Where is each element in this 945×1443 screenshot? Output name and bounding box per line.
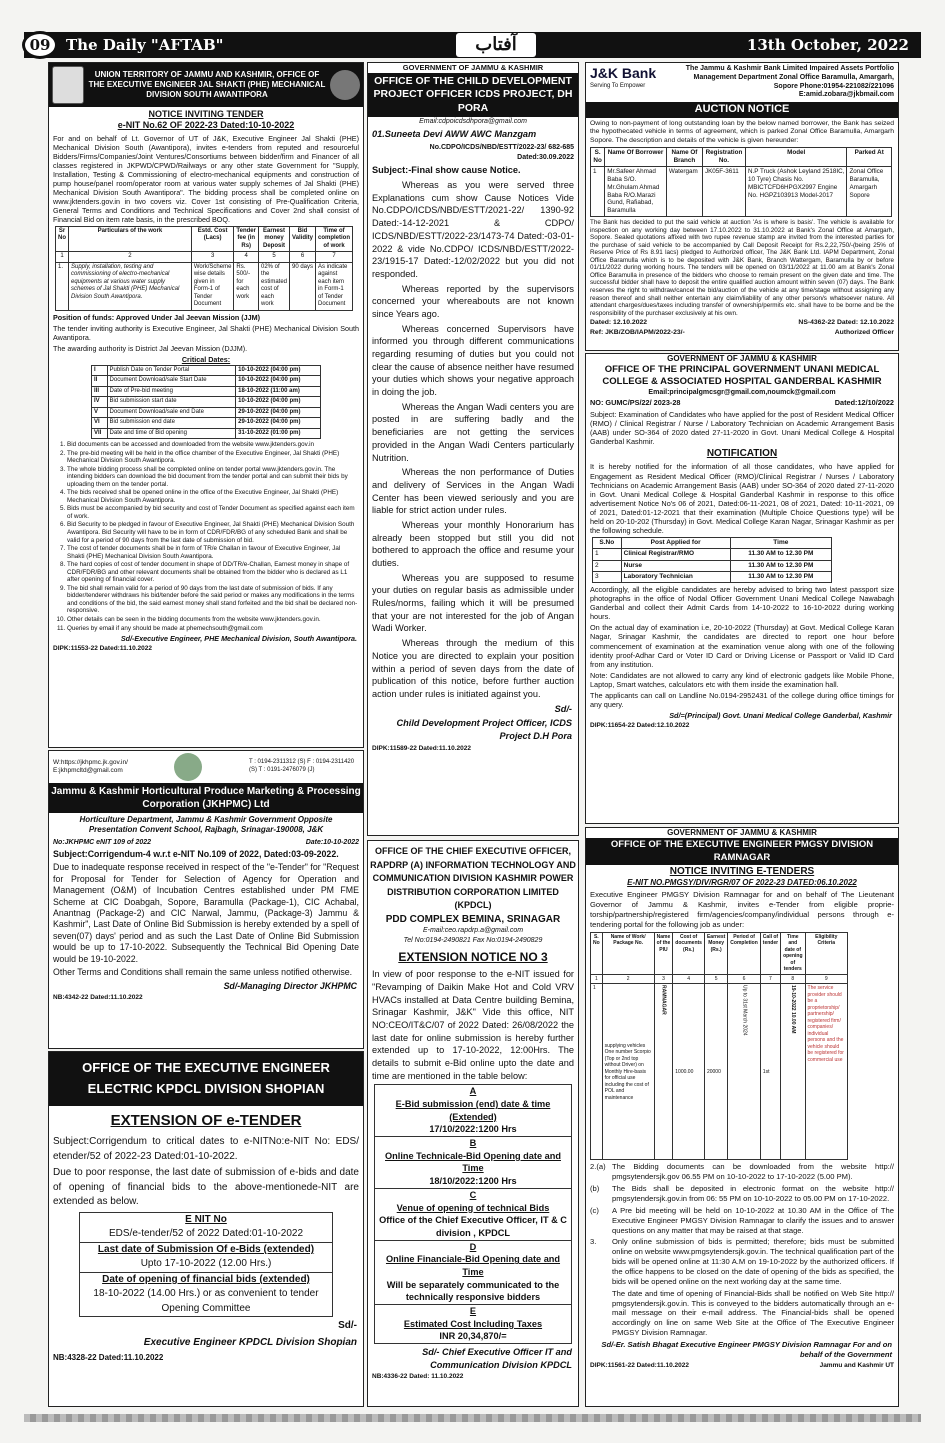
icds-number: No.CDPO/ICDS/NBD/ESTT/2022-23/ 682-685 Dated:30.09.2022	[429, 144, 574, 161]
rapdrp-row-value: 17/10/2022:1200 Hrs	[429, 1124, 517, 1135]
pmgsy-table-header: Name of the PIU	[654, 932, 673, 974]
pmgsy-table-number: 7	[760, 974, 780, 984]
jk-bank-header: The Jammu & Kashmir Bank Limited Impaired Assets Portfolio Management Department Zonal Office Baramulla, Amargarh, Sopore Phone:01954-221082/221096 E:amid.zobara@jkbmail.com	[685, 65, 894, 99]
pmgsy-clause-no	[590, 1289, 612, 1338]
pmgsy-table-header: Time and date of opening of tenders	[781, 932, 805, 974]
newspaper-logo: آفتاب	[456, 33, 536, 57]
phe-title: NOTICE INVITING TENDER	[148, 109, 264, 119]
rapdrp-row-label: Venue of opening of technical Bids	[396, 1202, 550, 1213]
rapdrp-email: E-mail:ceo.rapdrp.a@gmail.com	[422, 927, 524, 935]
icds-notice-ad	[367, 62, 579, 836]
schedule-header: S.No	[593, 538, 622, 549]
pmgsy-table-header: S. No	[591, 932, 603, 974]
schedule-row	[593, 560, 832, 571]
jkhpmc-dated: Date:10-10-2022	[305, 838, 359, 846]
schedule-post: Clinical Registrar/RMO	[621, 549, 730, 560]
phe-table-header: Earnest money Deposit	[258, 226, 289, 252]
phe-table-cell: As indicate against each item in Form-1 of Tender Document	[316, 262, 353, 310]
rapdrp-row-letter: C	[375, 1188, 571, 1202]
rapdrp-row-label: Online Financiale-Bid Opening date and Time	[385, 1254, 561, 1277]
critical-date-item: Document Download/sale end Date	[107, 407, 236, 418]
critical-date-value: 18-10-2022 (11:00 am)	[236, 386, 321, 397]
pmgsy-table-cell: 19-10-2022 10.00 AM	[781, 984, 805, 1160]
rapdrp-address: PDD COMPLEX BEMINA, SRINAGAR	[385, 913, 561, 925]
pmgsy-table-cell: 1st	[760, 984, 780, 1160]
icds-paragraph: Whereas your monthly Honorarium has already been stopped but still you did not bothered to approach the office and resume your duties.	[372, 519, 574, 568]
pmgsy-table-number: 2	[602, 974, 654, 984]
unani-note: Note: Candidates are not allowed to carry any kind of electronic gadgets like Mobile Phone, Laptop, Smart watches, calculators etc with them inside the examination hall.	[590, 670, 894, 689]
critical-date-no: VII	[92, 428, 108, 439]
icds-paragraphs	[368, 179, 578, 701]
jk-bank-dated: Dated: 12.10.2022	[590, 319, 648, 327]
bank-table-cell: N.P Truck (Ashok Leyland 2518IC, 10 Tyre) Chasis No. MBICTCFD6HPGX2997 Engine No. HGPZ103913 Model-2017	[745, 166, 846, 216]
pmgsy-work-table	[590, 932, 848, 1161]
pmgsy-clause-text: A Pre bid meeting will be held on 10-10-2022 at 10.30 AM in the Office of The Executive Engineer PMGSY Division Ramnagar to clarify the issues and to answer questions on any matter that may be raised at that stage.	[612, 1205, 894, 1235]
unani-notification: NOTIFICATION	[706, 447, 778, 459]
phe-authority-1: The tender inviting authority is Executive Engineer, Jal Shakti (PHE) Mechanical Division South Awantipora.	[53, 323, 359, 342]
pmgsy-clause	[590, 1289, 894, 1338]
rapdrp-table	[374, 1084, 572, 1344]
pmgsy-ref: DIPK:11561-22 Dated:11.10.2022	[590, 1361, 690, 1369]
icds-paragraph: Whereas as you were served three Explanations cum show Cause Notices Vide No.CDPO/ICDS/NBD/ESTT/2021-22/ 1390-92 Dated:-14-12-2021 & CDPO/ ICDS/NBD/ESTT/2022-23/1473-74 Dated:-03-01-2022 & vide No.CDPO/ ICDS/NBD/ESTT/2022-23/1915-17 Dated:-12/02/2022 but you did not responded.	[372, 180, 574, 279]
unani-number: NO: GUMC/PS/22/ 2023-28	[590, 398, 681, 408]
bank-table-cell: 1	[591, 166, 605, 216]
pmgsy-clause	[590, 1237, 894, 1286]
rapdrp-row-value: INR 20,34,870/=	[439, 1331, 507, 1342]
phe-body: For and on behalf of Lt. Governor of UT of J&K, Executive Engineer Jal Shakti (PHE) Mechanical Division South (Awantipora), invites e-tenders from reputed and resourceful Bidders/Firms/Companies/Joint Ventures/Consortiums between bidder/firm and Financer of all classes registered in JKPWD/CPWD/Railways or any other state Government for "Supply, Installation, Testing & Commissioning of electro-mechanical equipments and construction of pump house/panel room/operator room at various water supply schemes of Jal Shakti (PHE) Mechanical Division South Awantipora". The bidding process shall be completed online on www.jktenders.gov.in in two covers viz. Cover 1st consisting of Pre-Qualification Criteria, General Terms and Conditions and Technical Specifications and Cover 2nd shall consist of Financial Bid on item rate basis, in the prescribed BOQ.	[53, 133, 359, 224]
schedule-no: 1	[593, 549, 622, 560]
bank-table-header: Model	[745, 148, 846, 167]
pmgsy-title: OFFICE OF THE EXECUTIVE ENGINEER PMGSY DIVISION RAMNAGAR	[586, 838, 898, 865]
rapdrp-ad	[367, 840, 579, 1407]
rapdrp-heading: EXTENSION NOTICE NO 3	[398, 949, 548, 964]
phe-condition: 10. Other details can be seen in the bidding documents from the website www.jktenders.gov.in.	[67, 616, 359, 624]
icds-email: Email:cdpoicdsdhpora@gmail.com	[419, 117, 527, 125]
phe-condition: 7. The cost of tender documents shall be in form of TR/e Challan in favour of Executive Engineer, Jal Shakti (PHE) Mechanical Division South Awantipora.	[67, 545, 359, 560]
phe-conditions	[67, 441, 359, 632]
icds-paragraph: Whereas the non performance of Duties and delivery of Services in the Angan Wadi Center has been viewed seriously and you are liable for strict action under rules.	[372, 467, 574, 516]
rapdrp-row-label: Online Technicale-Bid Opening date and Time	[385, 1150, 561, 1174]
extension-label: E NIT No	[185, 1213, 227, 1225]
pmgsy-table-number: 6	[728, 974, 761, 984]
phe-condition: 5. Bids must be accompanied by bid security and cost of Tender Document as specified against each item of work.	[67, 505, 359, 520]
pmgsy-enit: E-NIT NO.PMGSY/DIV/RGR/07 OF 2022-23 DATED:06.10.2022	[627, 878, 857, 888]
pmgsy-table-header: Call of tender	[760, 932, 780, 974]
pmgsy-clause-no: (c)	[590, 1205, 599, 1215]
critical-date-value: 29-10-2022 (04:00 pm)	[236, 407, 321, 418]
phe-condition: 6. Bid Security to be pledged in favour of Executive Engineer, Jal Shakti (PHE) Mechanical Division South Awantipora. Bid Security will have to be in form of CDR/FDR/BG of any scheduled Bank and shall be valid for a period of 90 days from the last date of submission of bid.	[67, 521, 359, 544]
phe-condition: 11. Queries by email if any should be made at phemechsouth@gmail.com	[67, 625, 359, 633]
critical-date-item: Bid submission start date	[107, 397, 236, 408]
jk-bank-signature: Authorized Officer	[834, 328, 894, 336]
pmgsy-table-header: Name of Work/ Package No.	[602, 932, 654, 974]
jkhpmc-ad	[48, 750, 364, 1049]
pmgsy-clause-text: The Bids shall be deposited in electronic format on the website http:// pmgsytendersjk.gov.in from 06: 55 PM on 10-10-2022 to 05.00 PM on 17-10-2022.	[612, 1184, 894, 1203]
phe-work-table	[55, 226, 353, 311]
newspaper-name: The Daily "AFTAB"	[66, 36, 224, 54]
pmgsy-govt: Jammu and Kashmir UT	[819, 1361, 894, 1369]
critical-date-no: III	[92, 386, 108, 397]
phe-table-cell: 90 days	[290, 262, 316, 310]
pmgsy-clause-text: The date and time of opening of Financial-Bids shall be notified on Web Site http:// pmgsytendersjk.gov.in. This is conveyed to the bidders automatically through an e-mail message on their e-mail address. The Financial-bids shall be opened accordingly on line on same Web Site at the Office of The Executive Engineer PMGSY Division Ramnagar.	[612, 1288, 894, 1338]
critical-date-no: VI	[92, 418, 108, 429]
phe-table-number: 4	[234, 252, 259, 263]
pmgsy-clause-no: 3.	[590, 1237, 597, 1247]
bank-table-cell: Watergam	[666, 166, 702, 216]
icds-addressee: 01.Suneeta Devi AWW AWC Manzgam	[372, 129, 537, 140]
schedule-row	[593, 571, 832, 582]
rapdrp-row-letter: A	[469, 1086, 477, 1097]
unani-subject: Subject: Examination of Candidates who have applied for the post of Resident Medical Officer (RMO) / Clinical Registrar / Nurse / Laboratory Technician on Academic Arrangement Basis (AAB) under SO-364 of 2020 dated 27-11-2020 in Govt. Unani Medical College & Hospital Ganderbal Kashmir.	[590, 409, 894, 446]
icds-paragraph: Whereas through the medium of this Notice you are directed to explain your position within a period of seven days from the date of publication of this notice, before further auction action under rules is initiated against you.	[372, 638, 574, 699]
phe-table-cell: Rs. 500/- for each work	[234, 262, 259, 310]
phe-enit: e-NIT No.62 OF 2022-23 Dated:10-10-2022	[117, 120, 295, 131]
phe-header: UNION TERRITORY OF JAMMU AND KASHMIR, OFFICE OF THE EXECUTIVE ENGINEER JAL SHAKTI (PHE) MECHANICAL DIVISION SOUTH AWANTIPORA	[88, 70, 326, 99]
pmgsy-table-cell: 1	[591, 984, 603, 1160]
unani-signature: Sd/=(Principal) Govt. Unani Medical College Ganderbal, Kashmir	[669, 711, 892, 721]
schedule-time: 11.30 AM to 12.30 PM	[730, 571, 831, 582]
issue-date: 13th October, 2022	[746, 36, 909, 54]
extension-value: Upto 17-10-2022 (12.00 Hrs.)	[140, 1258, 272, 1270]
kpdcl-shopian-ref: NB:4328-22 Dated:11.10.2022	[53, 1353, 164, 1363]
rapdrp-title: OFFICE OF THE CHIEF EXECUTIVE OFFICER, RAPDRP (A) INFORMATION TECHNOLOGY AND COMMUNICATION DIVISION KASHMIR POWER DISTRIBUTION CORPORATION LIMITED (KPDCL)	[370, 846, 576, 910]
pmgsy-clauses	[586, 1162, 898, 1338]
pmgsy-table-header: Eligibility Criteria	[805, 932, 847, 974]
jkhpmc-subject: Subject:Corrigendum-4 w.r.t e-NIT No.109 of 2022, Dated:03-09-2022.	[53, 848, 339, 859]
phe-condition: 1. Bid documents can be accessed and downloaded from the website www.jktenders.gov.in	[67, 441, 359, 449]
phe-signature: Sd/-Executive Engineer, PHE Mechanical Division, South Awantipora.	[120, 634, 357, 644]
pmgsy-table-number: 4	[673, 974, 705, 984]
unani-schedule-table	[592, 537, 832, 583]
unani-dated: Dated:12/10/2022	[834, 398, 894, 408]
unani-header: GOVERNMENT OF JAMMU & KASHMIR	[667, 354, 817, 363]
critical-date-row	[92, 418, 321, 429]
jkhpmc-web: W:https://jkhpmc.jk.gov.in/	[53, 758, 128, 766]
icds-header: GOVERNMENT OF JAMMU & KASHMIR	[402, 63, 544, 72]
extension-value: 18-10-2022 (14.00 Hrs.) or as convenient to tender Opening Committee	[93, 1288, 319, 1314]
bank-table-cell: Mr.Safeer Ahmad Baba S/O. Mr.Ghulam Ahmad Baba R/O.Marazi Gund, Rafiabad, Baramulla	[605, 166, 667, 216]
unani-ref: DIPK:11654-22 Dated:12.10.2022	[590, 722, 690, 730]
pmgsy-clause-text: Only online submission of bids is permitted; therefore; bids must be submitted online on website www.pmgsytendersjk.gov.in. The technical qualification part of the bids will be opened online at 11:30 A.M on 19-10-2022 by the authorized officers. If the office happens to be closed on the date of opening of the bids as specified, the bids will be opened online on the next working day at the same time.	[612, 1237, 894, 1286]
jkhpmc-telephone: T : 0194-2311312 (S) F : 0194-2311420 (S) T : 0191-2476079 (J)	[249, 759, 355, 773]
rapdrp-row-letter: D	[375, 1240, 571, 1254]
icds-paragraph: Whereas you are supposed to resume your duties on regular basis as admissible under Rules/norms, failing which it will be presumed that your are not interested for the job of Angan Wadi Worker.	[372, 572, 574, 634]
pmgsy-table-cell: RAMNAGAR	[654, 984, 673, 1160]
icds-sd: Sd/-	[554, 703, 572, 714]
pmgsy-heading: NOTICE INVITING E-TENDERS	[669, 866, 815, 878]
pmgsy-table-cell: 20000	[704, 984, 727, 1160]
critical-date-item: Document Download/sale Start Date	[107, 376, 236, 387]
pmgsy-table-cell: 1000.00	[673, 984, 705, 1160]
icds-paragraph: Whereas reported by the supervisors concerned your whereabouts are not known since Years ago.	[372, 283, 574, 319]
phe-condition: 8. The hard copies of cost of tender document in shape of DD/TR/e-Challan, Earnest money in shape of CDR/FDR/BG and other relevant documents shall be obtained from the bidder who is declared as L1 after opening of financial cover.	[67, 561, 359, 584]
jkhpmc-ref: NB:4342-22 Dated:11.10.2022	[53, 993, 143, 1001]
kpdcl-shopian-subject: Subject:Corrigendum to critical dates to e-NITNo:e-NIT No: EDS/ etender/52 of 2022-23 Dated:01-10-2022.	[53, 1136, 359, 1162]
critical-date-row	[92, 428, 321, 439]
icds-signature: Child Development Project Officer, ICDS Project D.H Pora	[396, 718, 572, 741]
pmgsy-clause-no: (b)	[590, 1184, 600, 1194]
unani-para-1: It is hereby notified for the information of all those candidates, who have applied for Engagement as Resident Medical Officer (RMO)/Clinical Registrar / Nurses / Laboratory Technicians on Academic Arrangement Basis (AAB) under SO-364 of 2020 dated 27-11-2020 in Govt. Unani Medical College & Hospital Ganderbal Kashmir in response to this office advertisement Notice No's 06 of 2021, Dated:06-11-2021, 08 of 2021, Dated: 10-11-2021, 09 of 2021, Dated:01-12-2021 that their examination (Multiple Choice Questions type) will be held on 20-10-202 (Thursday) in Govt. Medical College Karan Nagar, Srinagar Kashmir as per the following schedule.	[590, 462, 894, 536]
phe-table-header: Bid Validity	[290, 226, 316, 252]
pmgsy-table-header: Earnest Money (Rs.)	[704, 932, 727, 974]
pmgsy-table-number: 8	[781, 974, 805, 984]
critical-date-item: Publish Date on Tender Portal	[107, 365, 236, 376]
phe-table-number: 6	[290, 252, 316, 263]
kpdcl-shopian-sd: Sd/-	[338, 1320, 357, 1332]
phe-condition: 9. The bid shall remain valid for a period of 90 days from the last date of submission of bids. If any bidder/tenderer withdraws his bid/tender before the said period or makes any modifications in the terms and conditions of the bid, the said earnest money shall stand forfeited and the bid shall be declared non-responsive.	[67, 585, 359, 615]
pmgsy-clause-no: 2.(a)	[590, 1162, 606, 1172]
phe-table-header: Estd. Cost (Lacs)	[191, 226, 234, 252]
unani-para-3: On the actual day of examination i.e, 20-10-2022 (Thursday) at Govt. Medical College Karan Nagar, Srinagar Kashmir, the candidates are directed to report one hour before commencement of examination at the examination venue along with one of the following identity proof-Adhar Card or Voter ID Card or Driving License or Passport or Valid ID Card from any institution.	[590, 623, 894, 669]
jk-bank-intro: Owing to non-payment of long outstanding loan by the below named borrower, the Bank has seized the hypothecated vehicle in terms of agreement, which is parked Zonal Office Baramulla, Amargarh Sopore. The description and details of the vehicle is given hereunder:	[590, 119, 894, 144]
schedule-row	[593, 549, 832, 560]
bank-table-cell: JK05F-3611	[702, 166, 745, 216]
kpdcl-shopian-heading: EXTENSION OF e-TENDER	[110, 1111, 302, 1129]
critical-date-value: 31-10-2022 (01:00 pm)	[236, 428, 321, 439]
phe-ref: DIPK:11553-22 Dated:11.10.2022	[53, 645, 153, 653]
phe-funds: Position of funds: Approved Under Jal Jeevan Mission (JJM)	[53, 312, 261, 322]
rapdrp-row-value: 18/10/2022:1200 Hrs	[429, 1176, 517, 1187]
critical-date-value: 10-10-2022 (04:00 pm)	[236, 365, 321, 376]
pmgsy-clause	[590, 1206, 894, 1236]
critical-date-row	[92, 365, 321, 376]
extension-value: EDS/e-tender/52 of 2022 Dated:01-10-2022	[108, 1228, 304, 1240]
phe-table-header: Sr No	[56, 226, 69, 252]
masthead	[24, 32, 921, 58]
phe-table-header: Time of completion of work	[316, 226, 353, 252]
pmgsy-table-cell: supplying vehicles One number Scorpio (Top or 2nd top without Driver) on Monthly Hire-basis for official use including the cost of POL and maintenance	[602, 984, 654, 1160]
icds-ref: DIPK:11589-22 Dated:11.10.2022	[372, 744, 472, 752]
rapdrp-row-letter: B	[375, 1136, 571, 1150]
kpdcl-shopian-ad	[48, 1051, 364, 1407]
phe-table-header: Tender fee (in Rs)	[234, 226, 259, 252]
ashoka-emblem-icon	[52, 66, 84, 104]
phe-table-header: Particulars of the work	[69, 226, 192, 252]
icds-paragraph: Whereas concerned Supervisors have informed you through different communications regarding resuming of duties but you could not clear the cause of absence neither have resumed your duties which shows your negative approach in doing the job.	[372, 323, 574, 398]
rapdrp-ref: NB:4336-22 Dated: 11.10.2022	[372, 1373, 464, 1381]
pmgsy-table-cell: Up to 31st March 2024	[728, 984, 761, 1160]
unani-email: Email:principalgmcsgr@gmail.com,noumck@gmail.com	[648, 388, 836, 396]
jk-bank-logo: J&K Bank	[590, 65, 657, 81]
critical-date-item: Date of Pre-bid meeting	[107, 386, 236, 397]
rapdrp-signature: Sd/- Chief Executive Officer IT and Communication Division KPDCL	[422, 1347, 572, 1370]
phe-table-number: 2	[69, 252, 192, 263]
kpdcl-shopian-body: Due to poor response, the last date of submission of e-bids and date of opening of financial bids to the above-mentionede-NIT are extended as below.	[53, 1167, 359, 1208]
phe-table-number: 1	[56, 252, 69, 263]
rapdrp-body: In view of poor response to the e-NIT issued for "Revamping of Daikin Make Hot and Cold VRV HVACs installed at Data Centre building Bemina, Srinagar Kashmir, J&K" Vide this office, NIT NO:CEO/IT&C/07 of 2022 Dated: 26/08/2022 the last date for online submission is hereby further extended up to 17-10-2022, 12:00Hrs. The details to submit e-Bid online upto the date and time are mentioned in the table below:	[372, 969, 574, 1081]
rapdrp-row-label: Estimated Cost Including Taxes	[403, 1318, 543, 1329]
schedule-header: Time	[730, 538, 831, 549]
phe-table-number: 5	[258, 252, 289, 263]
bottom-rule	[24, 1414, 921, 1422]
pmgsy-clause-text: The Bidding documents can be downloaded from the website http:// pmgsytendersjk.gov 06.55 PM on 10-10-2022 to 17-10-2022 (5.00 PM).	[612, 1162, 894, 1182]
bank-table-header: Registration No.	[702, 148, 745, 167]
phe-table-cell: Work/Scheme wise details given in Form-1 of Tender Document	[191, 262, 234, 310]
critical-date-row	[92, 386, 321, 397]
pmgsy-clause	[590, 1162, 894, 1182]
phe-dates-title: Critical Dates:	[181, 354, 231, 364]
pmgsy-table-cell: The service provider should be a proprietorship/ partnership/ registered firm/ companies/ individual persons and the vehicle should be registered for commercial use	[805, 984, 847, 1160]
phe-condition: 3. The whole bidding process shall be completed online on tender portal www.jktenders.gov.in. The intending bidders can download the bid document from the tender portal and can submit their bids by uploading them on the tender portal.	[67, 466, 359, 489]
jk-bank-body: The Bank has decided to put the said vehicle at auction 'As is where is basis'. The vehicle is available for inspection on any working day between 17.10.2022 to 31.10.2022 at Bank's Zonal Office at Amargarh, Sopore. Sealed quotations affixed with two rupee revenue stamp are invited from the interested parties for the purchase of said vehicle to be accompanied by Call Deposit Receipt for Rs.2,22,750/-(being 25% of Reserve Price of Rs 8.91 lacs) pledged to Authorized officer, The J&K Bank Ltd. IAPM Department, Zonal Office Baramulla which is to be deposited with J&K Bank, Branch Wattergam, Baramulla by or before 01/11/2022 during working hours. The tenders will be opened on 03/11/2022 at 11.00 am at Bank's Zonal Office Baramulla in presence of the bidders who choose to remain present on the given date and time. The successful bidder shall have to deposit the entire qualified auction amount within seven (07) days. The Bank reserves the right to withdraw/cancel the bid/auction of the vehicle at any time/stage without assigning any reason thereof and shall neither entertain any claim/liability of any other person/s whatsoever nature. All attendant charges/dues/taxes including transfer of ownership/permits etc. shall have to be borne and be the responsibility of the purchaser exclusively at his own.	[590, 219, 894, 317]
page-number: 09	[22, 31, 58, 59]
schedule-header: Post Applied for	[621, 538, 730, 549]
kpdcl-shopian-signature: Executive Engineer KPDCL Division Shopian	[143, 1336, 357, 1348]
jkhpmc-email: E:jkhpmcltd@gmail.com	[53, 767, 123, 774]
bank-table-header: S. No	[591, 148, 605, 167]
jkhpmc-address: Horticulture Department, Jammu & Kashmir Government Opposite Presentation Convent School, Rajbagh, Srinagar-190008, J&K	[79, 815, 333, 835]
critical-date-item: Bid submission end date	[107, 418, 236, 429]
rapdrp-row-letter: E	[375, 1304, 571, 1318]
kpdcl-shopian-dates-box	[79, 1212, 333, 1318]
critical-date-no: V	[92, 407, 108, 418]
rapdrp-row-value: Will be separately communicated to the technically responsive bidders	[386, 1279, 560, 1303]
schedule-time: 11.30 AM to 12.30 PM	[730, 560, 831, 571]
unani-para-2: Accordingly, all the eligible candidates are hereby advised to bring two latest passport size photographs in the office of Nodal Officer Government Unani Medical College Nawabagh Ganderbal and collect their Admit Cards from 14-10-2022 to 16-10-2022 during working hours.	[590, 584, 894, 622]
phe-table-cell: Supply, installation, testing and commissioning of electro-mechanical equipments at various water supply schemes of Jal Shakti (PHE) Mechanical Division South Awantipora.	[69, 262, 192, 310]
phe-authority-2: The awarding authority is District Jal Jeevan Mission (DJJM).	[53, 343, 248, 353]
pmgsy-clause	[590, 1184, 894, 1204]
jk-bank-auction-ad	[585, 62, 899, 351]
extension-label: Last date of Submission Of e-Bids (extended)	[80, 1242, 332, 1258]
unani-para-4: The applicants can call on Landline No.0194-2952431 of the college during office timings for any query.	[590, 691, 894, 710]
bank-table-header: Name Of Borrower	[605, 148, 667, 167]
phe-table-number: 7	[316, 252, 353, 263]
jk-bank-vehicle-table	[590, 147, 892, 217]
phe-table-cell: 1.	[56, 262, 69, 310]
pmgsy-table-number: 9	[805, 974, 847, 984]
pmgsy-table-header: Period of Completion	[728, 932, 761, 974]
critical-date-value: 29-10-2022 (04:00 pm)	[236, 418, 321, 429]
pmgsy-table-number: 3	[654, 974, 673, 984]
schedule-no: 2	[593, 560, 622, 571]
critical-date-no: IV	[92, 397, 108, 408]
critical-date-no: II	[92, 376, 108, 387]
schedule-post: Laboratory Technician	[621, 571, 730, 582]
icds-subject: Subject:-Final show cause Notice.	[372, 165, 521, 176]
unani-title: OFFICE OF THE PRINCIPAL GOVERNMENT UNANI MEDICAL COLLEGE & ASSOCIATED HOSPITAL GANDERBAL KASHMIR	[602, 364, 882, 388]
pmgsy-signature: Sd/-Er. Satish Bhagat Executive Engineer PMGSY Division Ramnagar For and on behalf of the Government	[601, 1340, 892, 1359]
jk-bank-title: AUCTION NOTICE	[586, 102, 898, 118]
rapdrp-row-label: E-Bid submission (end) date & time (Extended)	[395, 1099, 551, 1122]
har-ghar-jal-logo-icon	[330, 70, 360, 100]
schedule-time: 11.30 AM to 12.30 PM	[730, 549, 831, 560]
extension-label: Date of opening of financial bids (extended)	[80, 1272, 332, 1288]
jk-bank-tagline: Serving To Empower	[590, 82, 646, 89]
jk-bank-ns: NS-4362-22 Dated: 12.10.2022	[798, 319, 894, 327]
bank-table-cell: Zonal Office Baramulla, Amargarh Sopore	[847, 166, 892, 216]
pmgsy-table-number: 1	[591, 974, 603, 984]
jkhpmc-logo-icon	[174, 753, 202, 781]
pmgsy-ad	[585, 827, 899, 1407]
icds-title: OFFICE OF THE CHILD DEVELOPMENT PROJECT OFFICER ICDS PROJECT, DH PORA	[368, 73, 578, 116]
unani-college-ad	[585, 353, 899, 824]
critical-date-row	[92, 397, 321, 408]
phe-tender-ad	[48, 62, 364, 748]
schedule-post: Nurse	[621, 560, 730, 571]
phe-table-number: 3	[191, 252, 234, 263]
jkhpmc-other: Other Terms and Conditions shall remain the same unless notified otherwise.	[53, 967, 353, 978]
jk-bank-ref: Ref: JKB/ZOB/IAPM/2022-23/-	[590, 328, 685, 336]
phe-table-cell: 02% of the estimated cost of each work	[258, 262, 289, 310]
bank-table-header: Parked At	[847, 148, 892, 167]
critical-date-row	[92, 376, 321, 387]
jkhpmc-signature: Sd/-Managing Director JKHPMC	[223, 980, 357, 991]
jkhpmc-body: Due to inadequate response received in respect of the "e-Tender" for "Request for Proposal for Tender for Selection of Agency for Operation and Management (O&M) of Incubation Centres established under PM FME Scheme at CIC Doabgah, Sopore, Baramulla (Package-1), CIC Achabal, Anantnag (Package-2) and CIC Narwal, Jammu, (Package-3) Jammu & Kashmir", Last Date of Online Bid Submission is hereby extended by a spell of seven(07) days' period and as such the Last Date of Online Bid Submission would be up to 17-10-2022. Subsequently the Technical Bid Opening Date would be 19-10-2022.	[53, 862, 359, 964]
jkhpmc-number: No:JKHPMC eNIT 109 of 2022	[53, 838, 152, 846]
critical-date-row	[92, 407, 321, 418]
critical-date-item: Date and time of Bid opening	[107, 428, 236, 439]
pmgsy-table-header: Cost of documents (Rs.)	[673, 932, 705, 974]
icds-paragraph: Whereas the Angan Wadi centers you are posted in are suffering badly and the beneficiaries are not getting the services provided in the Angan Wadi Centers particularly Nutrition.	[372, 401, 574, 463]
critical-date-value: 10-10-2022 (04:00 pm)	[236, 376, 321, 387]
critical-date-no: I	[92, 365, 108, 376]
pmgsy-intro: Executive Engineer PMGSY Division Ramnagar for and on behalf of The Lieutenant Governor of Jammu & Kashmir, invites e-Tender from eligible proprie-torship/partnership/registered firm/agencies/company/individual persons through e-tendering portal for the following job as under:	[590, 890, 894, 930]
phe-condition: 4. The bids received shall be opened online in the office of the Executive Engineer, Jal Shakti (PHE) Mechanical Division South Awantipora.	[67, 489, 359, 504]
pmgsy-table-number: 5	[704, 974, 727, 984]
rapdrp-telephone: Tel No:0194-2490821 Fax No:0194-2490829	[403, 936, 543, 944]
phe-critical-dates-table	[91, 365, 321, 440]
bank-table-header: Name Of Branch	[666, 148, 702, 167]
pmgsy-header: GOVERNMENT OF JAMMU & KASHMIR	[667, 828, 817, 837]
critical-date-value: 10-10-2022 (04:00 pm)	[236, 397, 321, 408]
schedule-no: 3	[593, 571, 622, 582]
phe-condition: 2. The pre-bid meeting will be held in the office chamber of the Executive Engineer, Jal Shakti (PHE) Mechanical Division South Awantipora.	[67, 450, 359, 465]
rapdrp-row-value: Office of the Chief Executive Officer, IT & C division , KPDCL	[379, 1215, 567, 1238]
kpdcl-shopian-title: OFFICE OF THE EXECUTIVE ENGINEER ELECTRIC KPDCL DIVISION SHOPIAN	[49, 1052, 363, 1106]
jkhpmc-title: Jammu & Kashmir Horticultural Produce Marketing & Processing Corporation (JKHPMC) Ltd	[49, 783, 363, 813]
